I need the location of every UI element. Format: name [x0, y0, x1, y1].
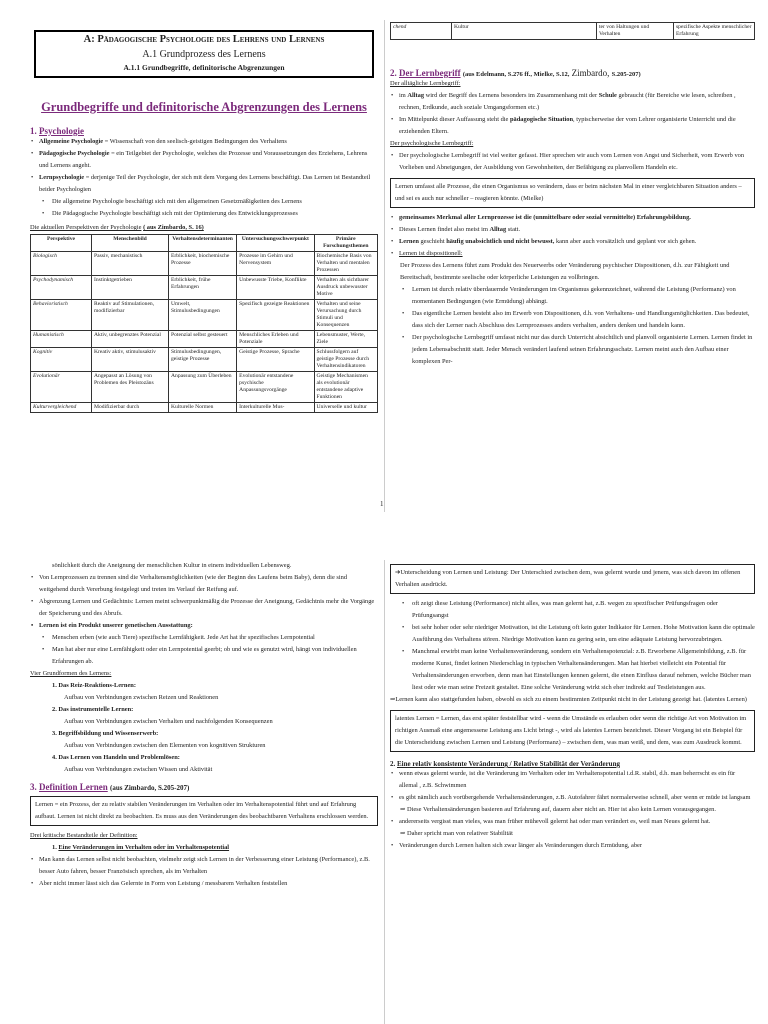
definition-box: Lernen umfasst alle Prozesse, die einen Organismus so verändern, dass er beim nächsten Mal in einer vergleichbaren Situation anders – und sei es auch nur schneller – reagieren könnte. (Mielke) [390, 178, 755, 208]
table-cell: Kulturelle Normen [169, 403, 237, 413]
section-3-heading: 3. Definition Lernen (aus Zimbardo, S.205-207) [30, 782, 190, 792]
table-cell: Biochemische Basis von Verhalten und mentalen Prozessen [314, 252, 378, 276]
list-item: • Pädagogische Psychologie = ein Teilgebiet der Psychologie, welches die Prozesse und Voraussetzungen des Erziehens, Lehrens und Lernens angeht. [30, 148, 378, 172]
right-list: • oft zeigt diese Leistung (Performance) nicht alles, was man gelernt hat, z.B. wegen zu spezifischer Prüfungsfragen oder Prüfungsangst • bei sehr hoher oder sehr niedriger Motivation, ist die Leistung oft kein guter Indikator für Lernen. Hohe Motivation kann die optimale Ausführung des Verhaltens stören. Niedrige Motivation kann zu gering sein, um eine adäquate Leistung hervorzubringen. • Manchmal erwirbt man keine Verhaltensveränderung, sondern ein Verhaltenspotenzial: z.B. Erworbene Allgemeinbildung, z.B. für moderne Kunst, findet keinen Niederschlag in typischen Verhaltensänderungen. Man hat hierbei vielleicht ein Potential für Verhaltensänderungen erworben, denn man hat Einstellungen kennen gelernt, die einen Einfluss darauf nehmen, welche Bücher man liest oder wie man seine Freizeit gestaltet. Eine solche Veränderung wirkt sich eher indirekt auf Testleistungen aus. ⇒Lernen kann also stattgefunden haben, obwohl es sich zu einem bestimmten Zeitpunkt nicht in der Leistung gezeigt hat. (latentes Lernen) [390, 598, 755, 706]
section-2b-heading: 2. Eine relativ konsistente Veränderung / Relative Stabilität der Veränderung [390, 760, 620, 768]
unterscheidung-box: ➔Unterscheidung von Lernen und Leistung: Der Unterschied zwischen dem, was gelernt wurde und jenem, was sich davon im offenen Verhalten ausdrückt. [390, 564, 755, 594]
table-caption: Die aktuellen Perspektiven der Psychologie ( aus Zimbardo, S. 16) [30, 224, 204, 231]
table-row [31, 276, 378, 300]
table-cell: Spezifisch gezeigte Reaktionen [237, 300, 314, 331]
table-cell: Unbewusste Triebe, Konflikte [237, 276, 314, 300]
table-row [31, 372, 378, 403]
table-cell: Passiv, mechanistisch [92, 252, 169, 276]
table-row [31, 331, 378, 348]
section-number: 1. [30, 126, 37, 136]
table-row [31, 348, 378, 372]
table-row [31, 252, 378, 276]
table-cell: Verhalten und seine Verursachung durch Stimuli und Konsequenzen [314, 300, 378, 331]
table-cell: Angepasst an Lösung von Problemen des Pleistozäns [92, 372, 169, 403]
table-cell: Aktiv, unbegrenztes Potenzial [92, 331, 169, 348]
page-2 [30, 560, 755, 1024]
table-cell: Biologisch [31, 252, 92, 276]
chapter-subsubtitle: A.1.1 Grundbegriffe, definitorische Abgrenzungen [123, 63, 285, 72]
list-item: • Lernen ist ein Produkt unserer genetischen Ausstattung: [30, 620, 378, 632]
column-divider [384, 560, 385, 1024]
table-row [31, 403, 378, 413]
perspectives-table [30, 234, 378, 413]
table-header: Menschenbild [92, 235, 169, 252]
left-text: sönlichkeit durch die Aneignung der menschlichen Kultur in einem individuellen Lebensweg. • Von Lernprozessen zu trennen sind die Verhaltensmöglichkeiten (wie der Beginn des Laufens beim Baby), denn die sind weitgehend durch Vererbung festgelegt und treten im Verlauf der Reifung auf. • Abgrenzung Lernen und Gedächtnis: Lernen meint schwerpunktmäßig die Prozesse der Aneignung, Gedächtnis mehr die Vorgänge der Speicherung und des Abrufs. • Lernen ist ein Produkt unserer genetischen Ausstattung: • Menschen erben (wie auch Tiere) spezifische Lernfähigkeit. Jede Art hat ihr spezifisches Lernpotential • Man hat aber nur eine Lernfähigkeit oder ein Lernpotential geerbt; ob und wie es genutzt wird, hängt von individuellen Erfahrungen ab. Vier Grundformen des Lernens: 1. Das Reiz-Reaktions-Lernen: Aufbau von Verbindungen zwischen Reizen und Reaktionen 2. Das instrumentelle Lernen: Aufbau von Verbindungen zwischen Verhalten und nachfolgenden Konsequenzen 3. Begriffsbildung und Wissenserwerb: Aufbau von Verbindungen zwischen den Elementen von kognitiven Strukturen 4. Das Lernen von Handeln und Problemlösen: Aufbau von Verbindungen zwischen Wissen und Aktivität [30, 560, 378, 776]
chapter-subtitle: A.1 Grundprozess des Lernens [142, 49, 266, 60]
list-item: • Von Lernprozessen zu trennen sind die Verhaltensmöglichkeiten (wie der Beginn des Laufens beim Baby), denn die sind weitgehend durch Vererbung festgelegt und treten im Verlauf der Reifung auf. [30, 572, 378, 596]
table-cell: Humanistisch [31, 331, 92, 348]
definition-box: Lernen = ein Prozess, der zu relativ stabilen Veränderungen im Verhalten oder im Verhaltenspotential führt und auf Erfahrung aufbaut. Lernen ist nicht direkt zu beobachten. Es muss aus den Veränderungen des beobachtbaren Verhaltens erschlossen werden. [30, 796, 378, 826]
table-cell: Kreativ aktiv, stimulusaktiv [92, 348, 169, 372]
table-cell: Erblichkeit, frühe Erfahrungen [169, 276, 237, 300]
stability-list: • wenn etwas gelernt wurde, ist die Veränderung im Verhalten oder im Verhaltenspotential i.d.R. stabil, d.h. man beherrscht es ein für allemal , z.B. Schwimmen • es gibt nämlich auch vorübergehende Verhaltensänderungen, z.B. Autofahrer fährt normalerweise schnell, aber wenn er müde ist langsam ⇒ Diese Verhaltensänderungen basieren auf Erfahrung auf, dauern aber nicht an. Hier ist also kein Lernen vorausgegangen. • andererseits vergisst man vieles, was man früher mühevoll gelernt hat oder man verändert es, weil man Neues gelernt hat. ⇒ Daher spricht man von relativer Stabilität • Veränderungen durch Lernen halten sich zwar länger als Veränderungen durch Ermüdung, aber [390, 768, 755, 852]
page1-right-column [390, 20, 755, 368]
table-cell: Geistige Mechanismen als evolutionär entstandene adaptive Funktionen [314, 372, 378, 403]
list-item: • Im Mittelpunkt dieser Auffassung steht die pädagogische Situation, typischerweise der vom Lehrer organisierte Unterricht und die erziehenden Eltern. [390, 114, 755, 138]
vier-heading: Vier Grundformen des Lernens: [30, 670, 112, 677]
section-1-list [30, 136, 378, 220]
table-cell: Potenzial selbst gesteuert [169, 331, 237, 348]
page2-right-column [390, 560, 755, 852]
table-cell: Anpassung zum Überleben [169, 372, 237, 403]
table-cell: Kognitiv [31, 348, 92, 372]
drei-section: Drei kritische Bestandteile der Definition: 1. Eine Veränderungen im Verhalten oder im Verhaltenspotential • Man kann das Lernen selbst nicht beobachten, vielmehr zeigt sich Lernen in der Verbesserung einer Leistung (Performance), z.B. besser Auto fahren, besser Französisch sprechen, als im Verhalten • Aber nicht immer lässt sich das Gelernte in Form von Leistung / messbarem Verhalten feststellen [30, 830, 378, 890]
table-cell: Evolutionär entstandene psychische Anpassungsvorgänge [237, 372, 314, 403]
table-cell: Reaktiv auf Stimulationen, modifizierbar [92, 300, 169, 331]
merkmal-list: • gemeinsames Merkmal aller Lernprozesse ist die (unmittelbare oder sozial vermittelte) Erfahrungsbildung. • Dieses Lernen findet also meist im Alltag statt. • Lernen geschieht häufig unabsichtlich und nicht bewusst, kann aber auch vorsätzlich und geplant vor sich gehen. • Lernen ist dispositionell: Der Prozess des Lernens führt zum Produkt des Neuerwerbs oder Veränderung psychischer Dispositionen, d.h. zur Fähigkeit und Bereitschaft, bestimmte seelische oder körperliche Leistungen zu vollbringen. • Lernen ist durch relativ überdauernde Veränderungen im Organismus gekennzeichnet, während die Leistung (Performanz) von momentanen Bedingungen (wie Ermüdung) abhängt. • Das eigentliche Lernen besteht also im Erwerb von Dispositionen, d.h. von Verhaltens- und Handlungsmöglichkeiten. Das bedeutet, dass sich der Lerner nach Abschluss des Lernprozesses anders verhalten, anders denken und handeln kann. • Der psychologische Lernbegriff umfasst nicht nur das durch Unterricht absichtlich und planvoll organisierte Lernen. Lernen findet in jedem Lebensabschnitt statt. Jeder Mensch verändert laufend seinen Erfahrungsschatz. Lernen meint auch den Aufbau einer komplexen Per- [390, 212, 755, 368]
page1-left-column [30, 20, 378, 413]
chapter-title: A: Pädagogische Psychologie des Lehrens und Lernens [83, 34, 325, 45]
list-item: • Allgemeine Psychologie = Wissenschaft von den seelisch-geistigen Bedingungen des Verhaltens [30, 136, 378, 148]
table-header: Untersuchungsschwerpunkt [237, 235, 314, 252]
list-item: • im Alltag wird der Begriff des Lernens besonders im Zusammenhang mit der Schule gebraucht (für Bereiche wie lesen, schreiben , rechnen, Erdkunde, auch soziale Umgangsformen etc.) [390, 90, 755, 114]
page2-left-column [30, 560, 378, 890]
latent-learning-box: latentes Lernen = Lernen, das erst später feststellbar wird - wenn die Umstände es erlauben oder wenn die richtige Art von Motivation im richtigen Ausmaß eine angemessene Leistung ans Licht bringt -, wird als latentes Lernen bezeichnet. Dieser Vorgang ist ein Beispiel für die Unterscheidung zwischen Lernen und Leistung (Performanz) – zwischen dem, was man weiß, und dem, was zum Ausdruck kommt. [390, 710, 755, 752]
table-cell: Schlussfolgern auf geistige Prozesse durch Verhaltensindikatoren [314, 348, 378, 372]
sub-list-item: • Menschen erben (wie auch Tiere) spezifische Lernfähigkeit. Jede Art hat ihr spezifisches Lernpotential [30, 632, 378, 644]
table-cell: Erblichkeit, biochemische Prozesse [169, 252, 237, 276]
table-cell: Lebensmuster, Werte, Ziele [314, 331, 378, 348]
page-number: 1 [380, 500, 384, 508]
table-cell: Psychodynamisch [31, 276, 92, 300]
table-header-row [31, 235, 378, 252]
table-row [31, 300, 378, 331]
table-cell: Universelle und kultur [314, 403, 378, 413]
sub-list-item: • Man hat aber nur eine Lernfähigkeit oder ein Lernpotential geerbt; ob und wie es genutzt wird, hängt von individuellen Erfahrungen ab. [30, 644, 378, 668]
section-1-heading [30, 126, 378, 136]
table-cell: Kulturvergleichend [31, 403, 92, 413]
table-cell: Stimulusbedingungen, geistige Prozesse [169, 348, 237, 372]
table-cell: Umwelt, Stimulusbedingungen [169, 300, 237, 331]
page-title: Grundbegriffe und definitorische Abgrenzungen des Lernens [41, 100, 367, 114]
table-cell: Prozesse im Gehirn und Nervensystem [237, 252, 314, 276]
table-cell: Instinktgetrieben [92, 276, 169, 300]
table-cell: Menschliches Erleben und Potenziale [237, 331, 314, 348]
table-header: Perspektive [31, 235, 92, 252]
list-item: • Abgrenzung Lernen und Gedächtnis: Lernen meint schwerpunktmäßig die Prozesse der Aneignung, Gedächtnis mehr die Vorgänge der Speicherung und des Abrufs. [30, 596, 378, 620]
chapter-header-box [34, 30, 374, 78]
table-cell: Behavioristisch [31, 300, 92, 331]
section-title: Psychologie [39, 126, 84, 136]
sub-list-item: • Die Pädagogische Psychologie beschäftigt sich mit der Optimierung des Entwicklungsprozesses [30, 208, 378, 220]
list-item: • Der psychologische Lernbegriff ist viel weiter gefasst. Hier sprechen wir auch vom Lernen von Angst und Sicherheit, vom Erwerb von Vorlieben und Abneigungen, der Ausbildung von Gewohnheiten, der Befähigung zu planvollem Handeln etc. [390, 150, 755, 174]
table-cell: Modifizierbar durch [92, 403, 169, 413]
table-cell: Geistige Prozesse, Sprache [237, 348, 314, 372]
page-1 [30, 20, 755, 512]
section-2-heading: 2. Der Lernbegriff (aus Edelmann, S.276 ff., Mielke, S.12, Zimbardo, S.205-207) [390, 68, 641, 78]
table-header: Primäre Forschungsthemen [314, 235, 378, 252]
table-cell: Interkulturelle Mus- [237, 403, 314, 413]
column-divider [384, 20, 385, 512]
table-cell: Evolutionär [31, 372, 92, 403]
continued-table-row: chend Kultur ter von Haltungen und Verhalten spezifische Aspekte menschlicher Erfahrung [390, 22, 755, 40]
list-item: • Lernpsychologie = derjenige Teil der Psychologie, der sich mit dem Vorgang des Lernens beschäftigt. Das Lernen ist Bestandteil beider Psychologien [30, 172, 378, 196]
alltag-section: Der alltägliche Lernbegriff: • im Alltag wird der Begriff des Lernens besonders im Zusammenhang mit der Schule gebraucht (für Bereiche wie lesen, schreiben , rechnen, Erdkunde, auch soziale Umgangsformen etc.) • Im Mittelpunkt dieser Auffassung steht die pädagogische Situation, typischerweise der vom Lehrer organisierte Unterricht und die erziehenden Eltern. Der psychologische Lernbegriff: • Der psychologische Lernbegriff ist viel weiter gefasst. Hier sprechen wir auch vom Lernen von Angst und Sicherheit, vom Erwerb von Vorlieben und Abneigungen, der Ausbildung von Gewohnheiten, der Befähigung zu planvollem Handeln etc. [390, 78, 755, 174]
sub-list-item: • Die allgemeine Psychologie beschäftigt sich mit den allgemeinen Gesetzmäßigkeiten des Lernens [30, 196, 378, 208]
table-header: Verhaltensdeterminanten [169, 235, 237, 252]
table-cell: Verhalten als sichtbarer Ausdruck unbewusster Motive [314, 276, 378, 300]
